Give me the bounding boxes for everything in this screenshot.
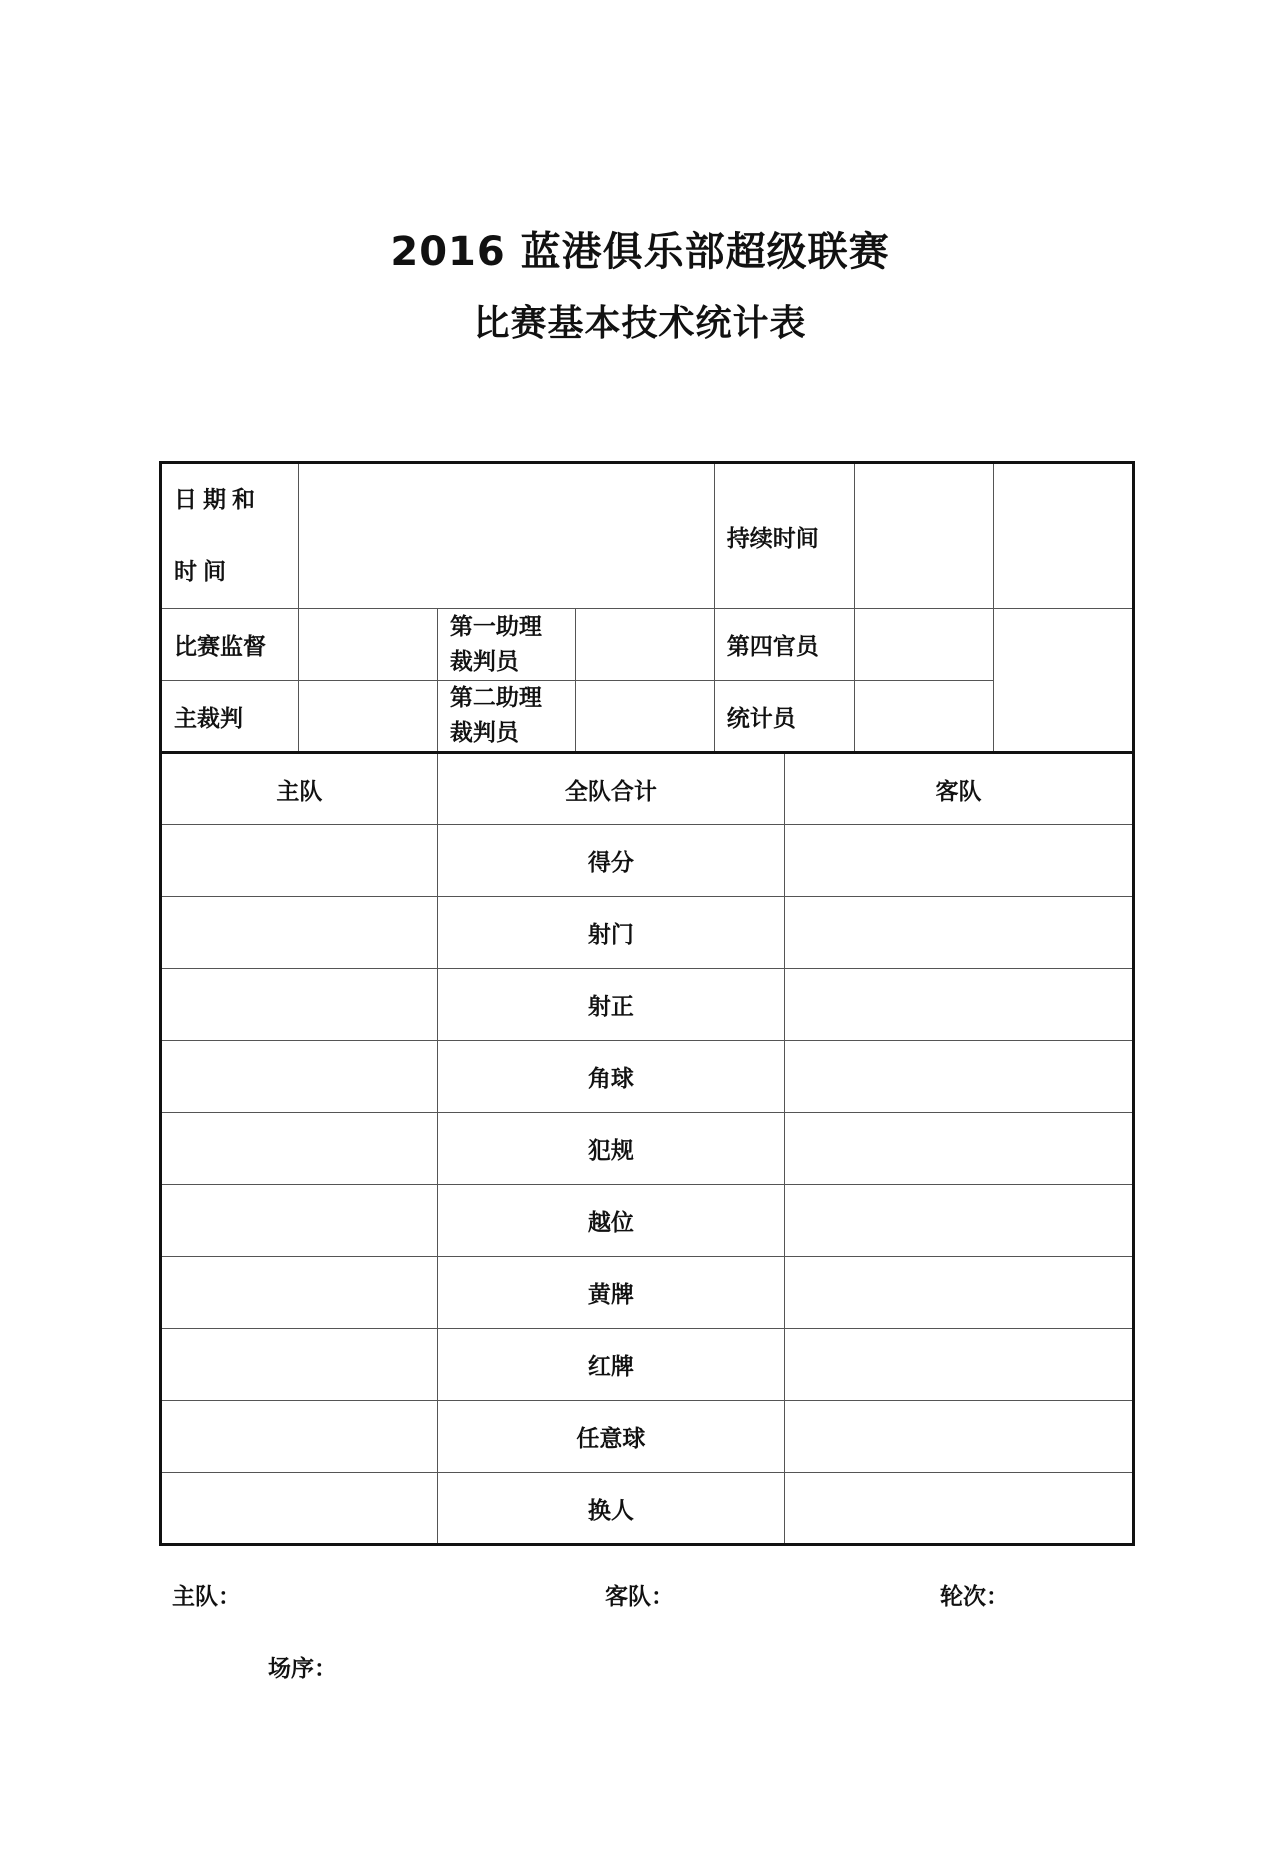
- stat-label: 任意球: [437, 1401, 784, 1473]
- info-row-supervisor: [161, 609, 1134, 681]
- away-value-cell[interactable]: [784, 897, 1133, 969]
- stat-row: [161, 1473, 1134, 1545]
- statistics-table: [159, 461, 1135, 1546]
- home-value-cell[interactable]: [161, 1401, 438, 1473]
- referee-label: 主裁判: [161, 681, 299, 753]
- home-value-cell[interactable]: [161, 897, 438, 969]
- stat-row: [161, 1041, 1134, 1113]
- stat-label: 角球: [437, 1041, 784, 1113]
- statistician-label: 统计员: [714, 681, 854, 753]
- stat-row: [161, 969, 1134, 1041]
- away-value-cell[interactable]: [784, 825, 1133, 897]
- home-value-cell[interactable]: [161, 1185, 438, 1257]
- footer-round-label: 轮次：: [940, 1584, 1009, 1610]
- footer-match-order-label: 场序：: [268, 1656, 337, 1682]
- home-value-cell[interactable]: [161, 1113, 438, 1185]
- away-value-cell[interactable]: [784, 1113, 1133, 1185]
- supervisor-value-cell[interactable]: [299, 609, 437, 681]
- away-team-header: 客队: [784, 753, 1133, 825]
- assistant-ref-2-label: 第二助理裁判员: [437, 681, 575, 753]
- stat-label: 得分: [437, 825, 784, 897]
- stat-label: 换人: [437, 1473, 784, 1545]
- supervisor-label: 比赛监督: [161, 609, 299, 681]
- document-title: 2016 蓝港俱乐部超级联赛: [390, 229, 890, 275]
- info-row-referee: [161, 681, 1134, 753]
- fourth-official-label: 第四官员: [714, 609, 854, 681]
- assistant-ref-2-value-cell[interactable]: [576, 681, 714, 753]
- home-value-cell[interactable]: [161, 1329, 438, 1401]
- fourth-official-value-cell[interactable]: [855, 609, 993, 681]
- stat-row: [161, 897, 1134, 969]
- stat-row: [161, 1401, 1134, 1473]
- date-time-label: 日期和时间: [161, 463, 299, 609]
- blank-info-cell: [993, 609, 1133, 753]
- assistant-ref-1-value-cell[interactable]: [576, 609, 714, 681]
- away-value-cell[interactable]: [784, 1401, 1133, 1473]
- document-subtitle: 比赛基本技术统计表: [473, 303, 807, 344]
- info-row-date: [161, 463, 1134, 609]
- stat-row: [161, 1185, 1134, 1257]
- stat-label: 红牌: [437, 1329, 784, 1401]
- away-value-cell[interactable]: [784, 969, 1133, 1041]
- home-value-cell[interactable]: [161, 969, 438, 1041]
- stats-header-row: [161, 753, 1134, 825]
- footer-home-team-label: 主队：: [172, 1584, 241, 1610]
- home-team-header: 主队: [161, 753, 438, 825]
- stat-row: [161, 1257, 1134, 1329]
- stat-row: [161, 825, 1134, 897]
- away-value-cell[interactable]: [784, 1329, 1133, 1401]
- stat-row: [161, 1113, 1134, 1185]
- duration-label: 持续时间: [714, 463, 854, 609]
- home-value-cell[interactable]: [161, 825, 438, 897]
- home-value-cell[interactable]: [161, 1041, 438, 1113]
- stat-label: 犯规: [437, 1113, 784, 1185]
- away-value-cell[interactable]: [784, 1473, 1133, 1545]
- statistician-value-cell[interactable]: [855, 681, 993, 753]
- home-value-cell[interactable]: [161, 1473, 438, 1545]
- home-value-cell[interactable]: [161, 1257, 438, 1329]
- stat-label: 黄牌: [437, 1257, 784, 1329]
- assistant-ref-1-label: 第一助理裁判员: [437, 609, 575, 681]
- stat-label: 射门: [437, 897, 784, 969]
- stat-label: 射正: [437, 969, 784, 1041]
- referee-value-cell[interactable]: [299, 681, 437, 753]
- away-value-cell[interactable]: [784, 1257, 1133, 1329]
- away-value-cell[interactable]: [784, 1185, 1133, 1257]
- duration-value-cell[interactable]: [855, 463, 993, 609]
- stat-row: [161, 1329, 1134, 1401]
- team-total-header: 全队合计: [437, 753, 784, 825]
- date-time-value-cell[interactable]: [299, 463, 714, 609]
- away-value-cell[interactable]: [784, 1041, 1133, 1113]
- stat-label: 越位: [437, 1185, 784, 1257]
- footer-away-team-label: 客队：: [605, 1584, 674, 1610]
